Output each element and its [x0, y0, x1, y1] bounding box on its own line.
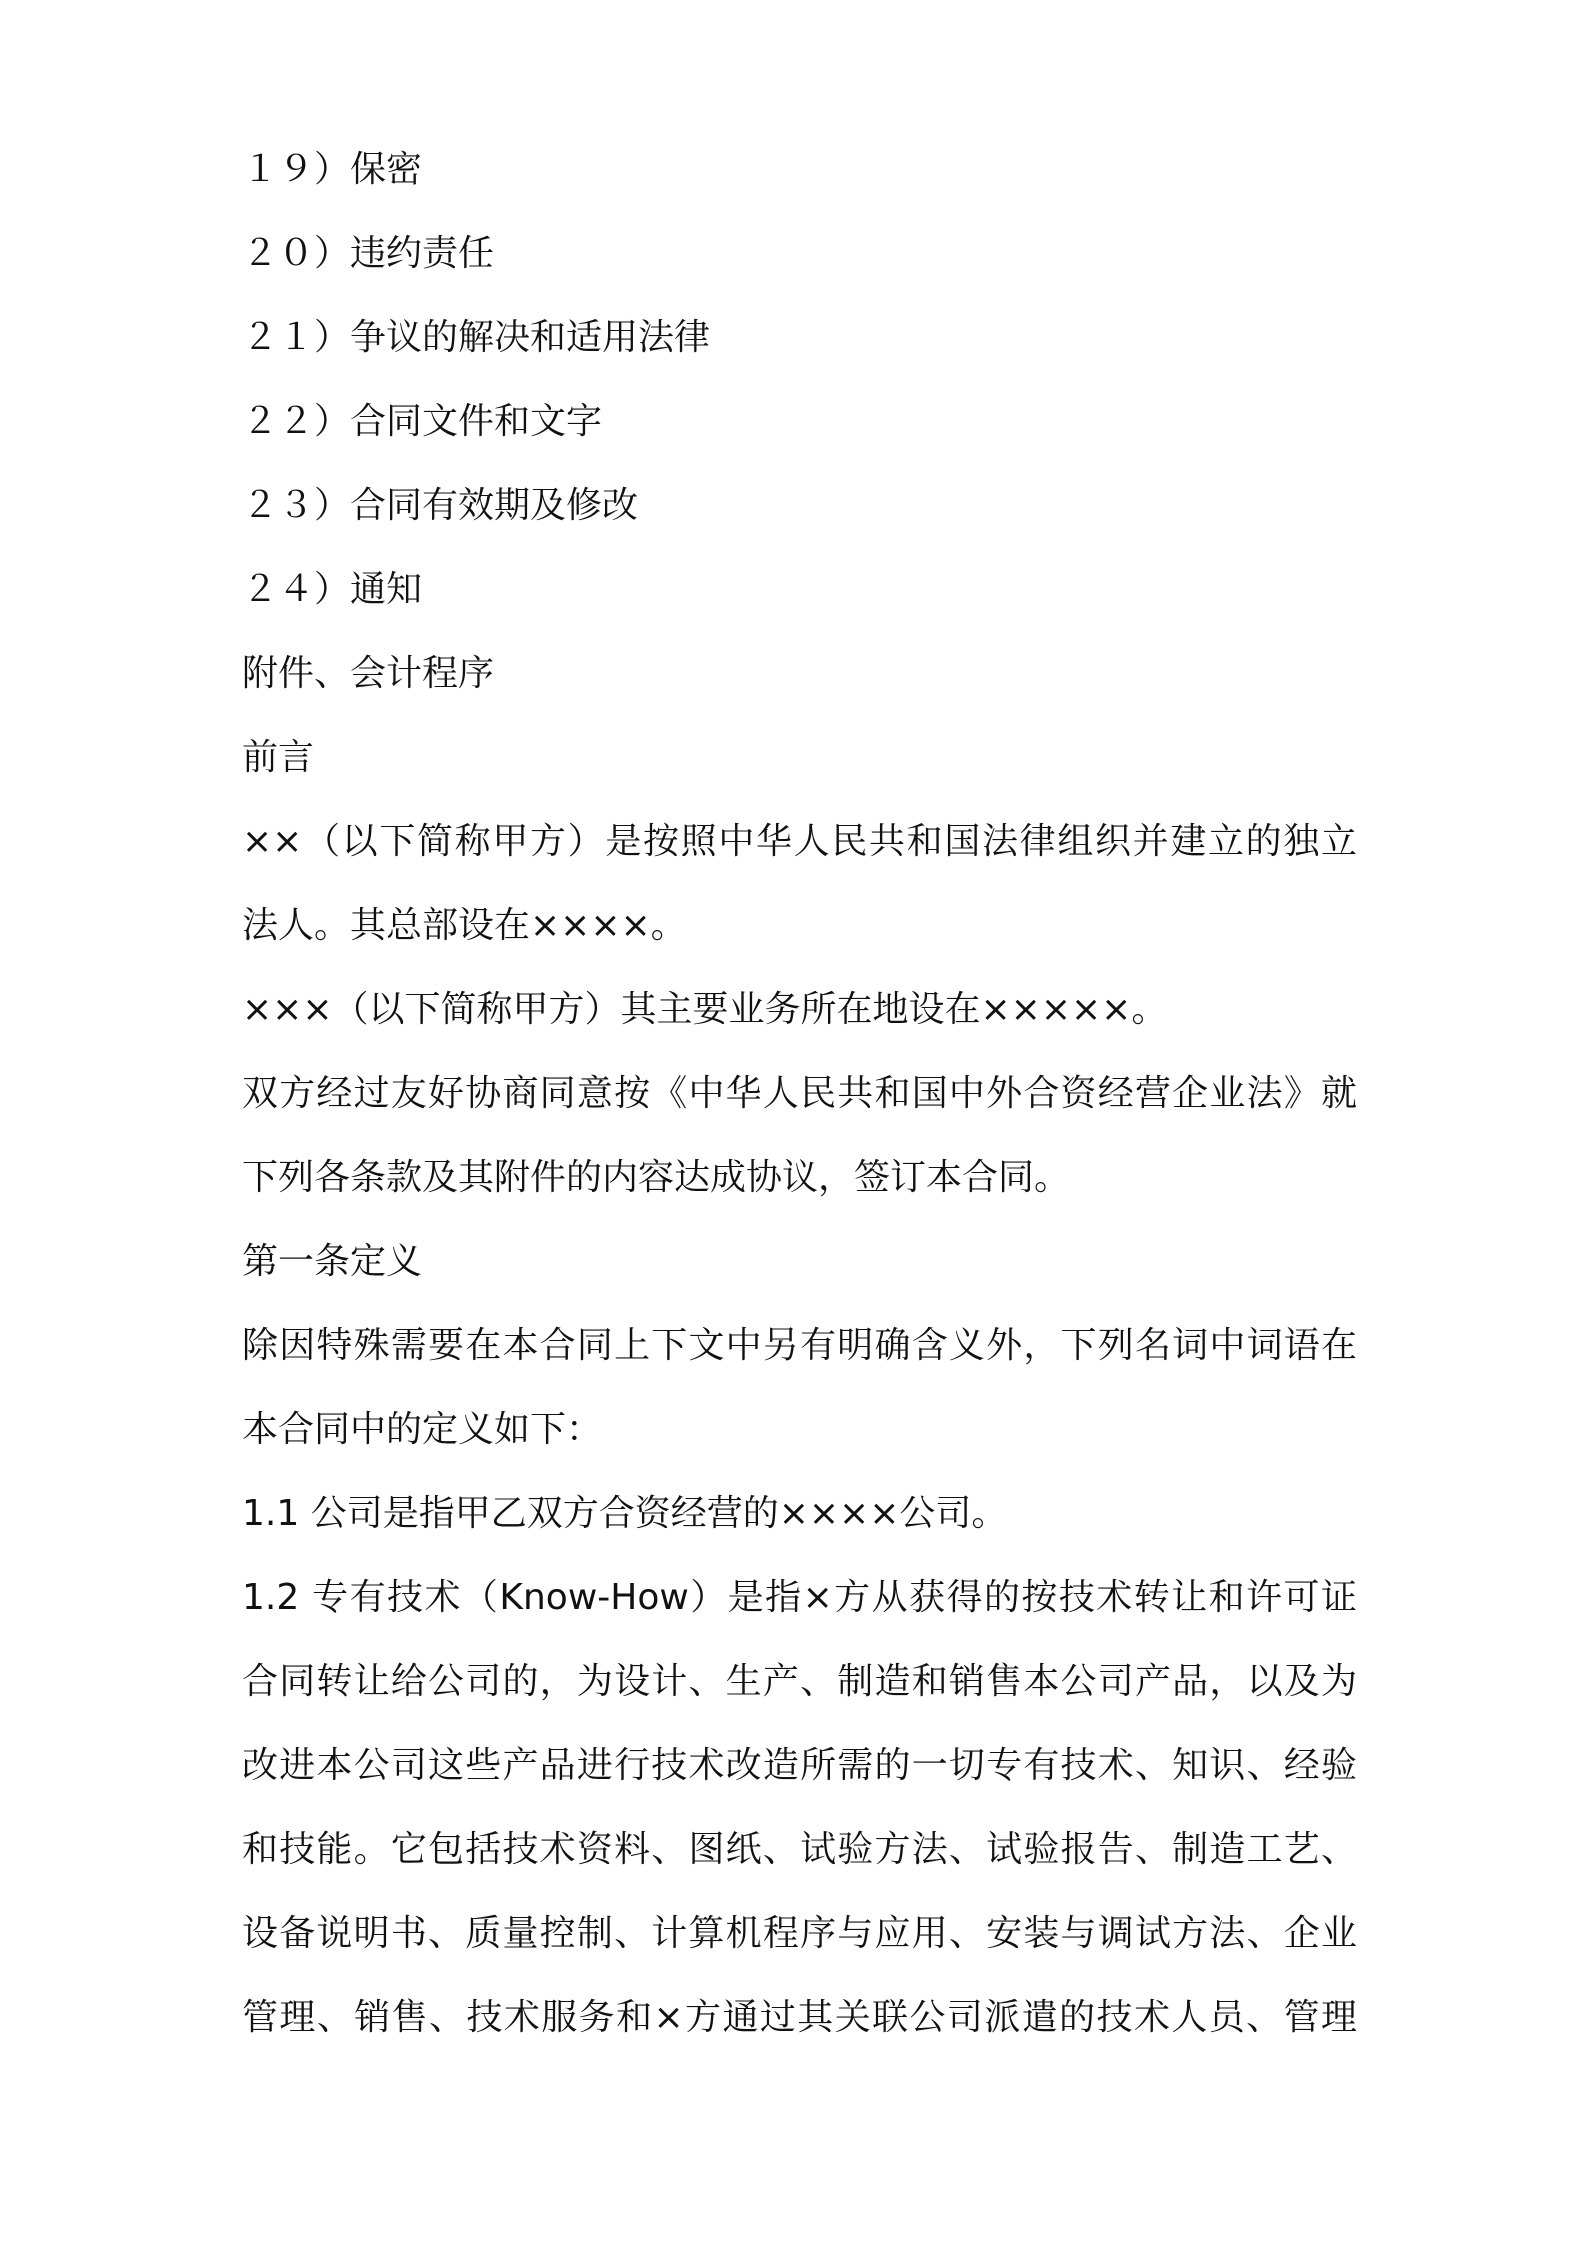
text-line: ×××（以下简称甲方）其主要业务所在地设在×××××。	[242, 989, 1168, 1030]
text-line: 管理、销售、技术服务和×方通过其关联公司派遣的技术人员、管理	[242, 1997, 1357, 2038]
text-line: 和技能。它包括技术资料、图纸、试验方法、试验报告、制造工艺、	[242, 1829, 1357, 1870]
text-line: １９）保密	[242, 149, 423, 190]
text-line: 下列各条款及其附件的内容达成协议，签订本合同。	[242, 1157, 1071, 1198]
text-line: 双方经过友好协商同意按《中华人民共和国中外合资经营企业法》就	[242, 1073, 1357, 1114]
text-line: ２４）通知	[242, 569, 423, 610]
text-line: 本合同中的定义如下：	[242, 1409, 603, 1450]
text-line: 合同转让给公司的，为设计、生产、制造和销售本公司产品，以及为	[242, 1661, 1357, 1702]
text-line: 设备说明书、质量控制、计算机程序与应用、安装与调试方法、企业	[242, 1913, 1357, 1954]
section-heading: 第一条定义	[242, 1241, 423, 1282]
text-line: ２２）合同文件和文字	[242, 401, 603, 442]
text-line: ××（以下简称甲方）是按照中华人民共和国法律组织并建立的独立	[242, 821, 1357, 862]
text-line: ２３）合同有效期及修改	[242, 485, 639, 526]
document-body	[242, 128, 1357, 2060]
text-line: 1.2 专有技术（Know-How）是指×方从获得的按技术转让和许可证	[242, 1577, 1357, 1618]
section-heading: 前言	[242, 737, 315, 778]
text-line: ２１）争议的解决和适用法律	[242, 317, 711, 358]
text-line: 1.1 公司是指甲乙双方合资经营的××××公司。	[242, 1493, 1008, 1534]
text-line: 除因特殊需要在本合同上下文中另有明确含义外，下列名词中词语在	[242, 1325, 1357, 1366]
text-line: ２０）违约责任	[242, 233, 495, 274]
text-line: 改进本公司这些产品进行技术改造所需的一切专有技术、知识、经验	[242, 1745, 1357, 1786]
text-line: 法人。其总部设在××××。	[242, 905, 687, 946]
text-line: 附件、会计程序	[242, 653, 495, 694]
